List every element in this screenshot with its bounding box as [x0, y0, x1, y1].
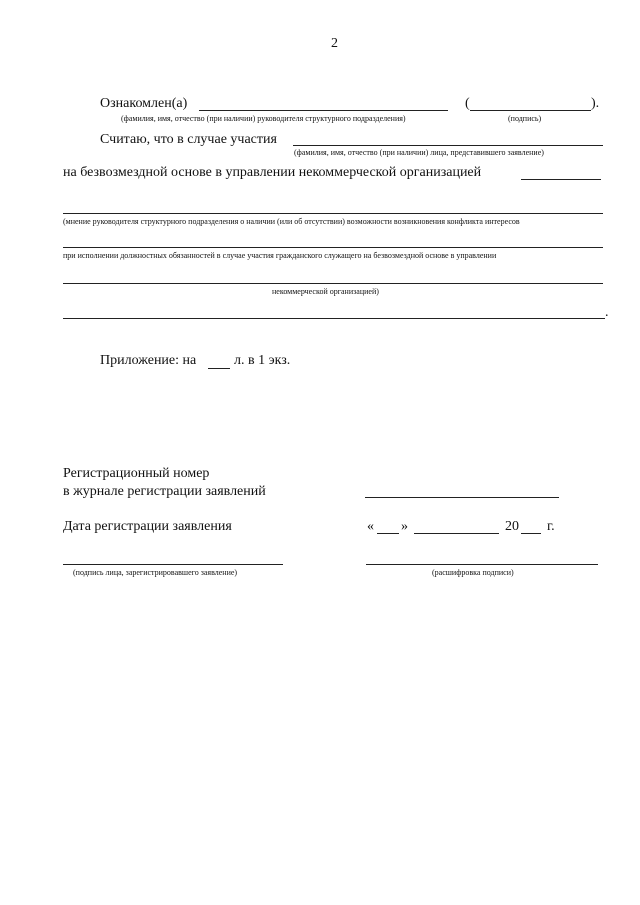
date-day-field[interactable] [377, 533, 399, 534]
date-year-suffix: г. [547, 519, 555, 534]
opinion-end-dot: . [605, 305, 609, 320]
date-quote-open: « [367, 519, 374, 534]
registration-number-label-2: в журнале регистрации заявлений [63, 484, 266, 499]
opinion-field-2[interactable] [63, 213, 603, 214]
signature-open-paren: ( [465, 96, 470, 111]
opinion-caption-2: при исполнении должностных обязанностей в случае участия гражданского служащего на безвозмездной основе в управлении [63, 251, 497, 260]
attachment-text-before: Приложение: на [100, 353, 197, 368]
date-month-field[interactable] [414, 533, 499, 534]
attachment-text-after: л. в 1 экз. [234, 353, 291, 368]
attachment-sheets-field[interactable] [208, 368, 230, 369]
opinion-field-1[interactable] [521, 179, 601, 180]
registration-number-field[interactable] [365, 497, 559, 498]
acknowledged-signature-caption: (подпись) [508, 114, 542, 123]
page-number: 2 [331, 36, 338, 51]
opinion-caption-1: (мнение руководителя структурного подразделения о наличии (или об отсутствии) возможности возникновения конфликта интересов [63, 217, 520, 226]
opinion-nonprofit-text: на безвозмездной основе в управлении некоммерческой организацией [63, 165, 482, 180]
registration-number-label-1: Регистрационный номер [63, 466, 210, 481]
date-year-prefix: 20 [505, 519, 519, 534]
registrar-signature-field[interactable] [63, 564, 283, 565]
signature-close-paren: ). [591, 96, 600, 111]
registrar-name-field[interactable] [366, 564, 598, 565]
date-quote-close: » [401, 519, 408, 534]
registrar-name-caption: (расшифровка подписи) [432, 568, 514, 577]
opinion-field-5[interactable] [63, 318, 605, 319]
applicant-name-caption: (фамилия, имя, отчество (при наличии) лица, представившего заявление) [294, 148, 544, 157]
registration-date-label: Дата регистрации заявления [63, 519, 232, 534]
acknowledged-signature-field[interactable] [470, 110, 591, 111]
date-year-field[interactable] [521, 533, 541, 534]
acknowledged-label: Ознакомлен(а) [100, 96, 188, 111]
opinion-field-4[interactable] [63, 283, 603, 284]
opinion-label: Считаю, что в случае участия [100, 132, 277, 147]
opinion-field-3[interactable] [63, 247, 603, 248]
acknowledged-name-field[interactable] [199, 110, 448, 111]
opinion-caption-3: некоммерческой организацией) [272, 287, 379, 296]
registrar-signature-caption: (подпись лица, зарегистрировавшего заявление) [73, 568, 238, 577]
acknowledged-name-caption: (фамилия, имя, отчество (при наличии) руководителя структурного подразделения) [121, 114, 406, 123]
applicant-name-field[interactable] [293, 145, 603, 146]
